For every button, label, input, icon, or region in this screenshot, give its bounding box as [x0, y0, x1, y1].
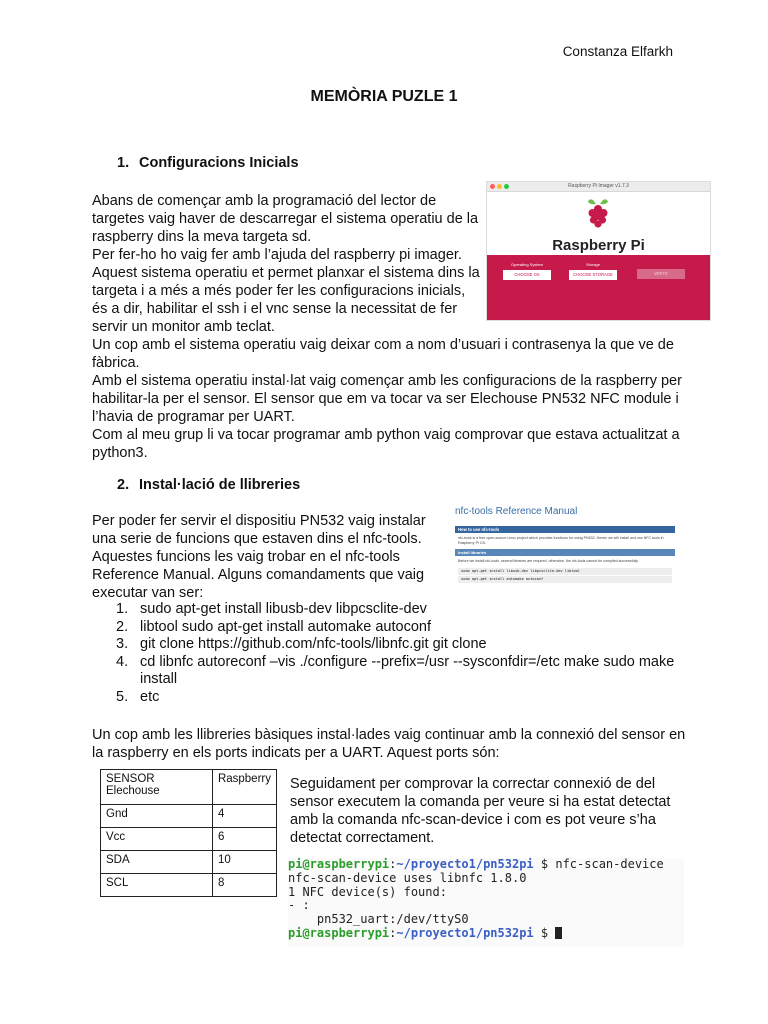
terminal-user: pi@raspberrypi	[288, 857, 390, 871]
storage-column	[569, 262, 617, 280]
section3-line: Seguidament per comprovar la correctar connexió de del	[290, 776, 656, 792]
terminal-user: pi@raspberrypi	[288, 925, 390, 940]
manual-text: Before we install nfc-tools, several libraries are required, otherwise, the nfc-tools cannot be compiled successfully.	[458, 559, 639, 563]
author-name: Constanza Elfarkh	[562, 44, 673, 59]
section3-line: amb la comanda nfc-scan-device i com es pot veure s’ha	[290, 812, 656, 828]
section2-number: 2.	[117, 477, 130, 493]
step-text: git clone https://github.com/nfc-tools/libnfc.git git clone	[140, 636, 487, 652]
table-header-row	[101, 770, 277, 805]
step-number: 3.	[116, 636, 129, 652]
table-cell: 8	[212, 874, 276, 897]
list-item	[92, 689, 692, 707]
list-item	[92, 636, 692, 654]
section1-line: fàbrica.	[92, 355, 140, 371]
step-text: cd libnfc autoreconf –vis ./configure --prefix=/usr --sysconfdir=/etc make sudo make	[140, 653, 675, 670]
terminal-command: nfc-scan-device	[555, 857, 664, 871]
section1-line: Un cop amb el sistema operatiu vaig deixar com a nom d’usuari i contrasenya la que ve de	[92, 337, 674, 353]
terminal-line: nfc-scan-device uses libnfc 1.8.0	[288, 870, 527, 885]
section3-line: sensor executem la comanda per veure si ha estat detectat	[290, 794, 671, 810]
table-row	[101, 874, 277, 897]
section1-line: targetes vaig haver de descarregar el sistema operatiu de la	[92, 211, 479, 227]
table-row	[101, 851, 277, 874]
section2-line: una serie de funcions que estaven dins el nfc-tools.	[92, 531, 422, 547]
section1-line: python3.	[92, 445, 148, 461]
step-number: 5.	[116, 688, 129, 705]
section1-line: és a dir, habilitar el ssh i el vnc sense la necessitat de fer	[92, 301, 458, 317]
table-row	[101, 805, 277, 828]
step-text-continued: install	[140, 671, 178, 687]
section2-line: executar van ser:	[92, 585, 204, 601]
section2-line: Per poder fer servir el dispositiu PN532 vaig instalar	[92, 513, 426, 529]
choose-storage-button[interactable]: CHOOSE STORAGE	[569, 270, 617, 280]
section1-line: Amb el sistema operatiu instal·lat vaig començar amb les configuracions de la raspberry per	[92, 373, 682, 389]
section1-line: Com al meu grup li va tocar programar amb python vaig comprovar que estava actualitzat a	[92, 427, 680, 443]
step-number: 2.	[116, 618, 129, 635]
raspberry-pi-imager-screenshot	[486, 181, 711, 321]
choose-os-button[interactable]: CHOOSE OS	[503, 270, 551, 280]
table-cell: SCL	[101, 874, 213, 897]
terminal-path: ~/proyecto1/pn532pi	[396, 925, 534, 940]
section3-line: detectat correctament.	[290, 830, 435, 846]
nfc-tools-manual-screenshot	[455, 506, 675, 602]
terminal-path: ~/proyecto1/pn532pi	[396, 857, 534, 871]
terminal-sep: :	[389, 857, 397, 871]
pin-table	[100, 769, 277, 897]
imager-titlebar	[487, 182, 710, 192]
step-number: 1.	[116, 601, 129, 617]
step-text: etc	[140, 688, 160, 705]
imager-header	[487, 192, 710, 255]
list-item	[92, 601, 692, 619]
section1-line: habilitar-la per el sensor. El sensor que em va tocar va ser Elechouse PN532 NFC module i	[92, 391, 679, 407]
table-cell: Gnd	[101, 805, 213, 828]
section2-line: Aquestes funcions les vaig trobar en el nfc-tools	[92, 549, 400, 565]
list-item	[92, 654, 692, 689]
imager-controls	[487, 255, 710, 320]
section1-line: servir un monitor amb teclat.	[92, 319, 275, 335]
terminal-cursor[interactable]	[555, 927, 562, 939]
terminal-prompt: $	[533, 857, 556, 871]
section2-line: Reference Manual. Alguns comandaments que vaig	[92, 567, 425, 583]
section2-after	[92, 726, 685, 762]
terminal-line	[288, 858, 684, 872]
section1-line: targeta i a més a més poder fer les configuracions inicials,	[92, 283, 466, 299]
terminal-line: pn532_uart:/dev/ttyS0	[288, 912, 469, 927]
section1-title: Configuracions Inicials	[139, 155, 299, 171]
step-text: libtool sudo apt-get install automake autoconf	[140, 618, 431, 635]
table-cell: SDA	[101, 851, 213, 874]
list-item	[92, 619, 692, 637]
manual-title: nfc-tools Reference Manual	[455, 506, 578, 517]
section1-heading	[117, 155, 299, 171]
section1-line: Abans de començar amb la programació del lector de	[92, 193, 437, 209]
storage-label: Storage	[585, 262, 600, 267]
table-cell: 4	[212, 805, 276, 828]
document-title: MEMÒRIA PUZLE 1	[310, 88, 458, 105]
manual-code: sudo apt-get install automake autoconf	[458, 576, 672, 583]
section2-heading	[117, 477, 300, 493]
write-column	[637, 269, 685, 279]
table-header-cell: SENSOR Elechouse	[101, 770, 213, 805]
section2-body	[92, 512, 426, 602]
section1-line: l’havia de programar per UART.	[92, 409, 295, 425]
terminal-line: - :	[288, 898, 310, 913]
table-cell: 6	[212, 828, 276, 851]
manual-text: nfc-tools is a free open-source Linux project which provides functions for using PN532. Herein we will install and use NFC tools in Raspberry Pi OS.	[458, 536, 664, 545]
section2-after-line: la raspberry en els ports indicats per a UART. Aquest ports són:	[92, 745, 500, 761]
table-cell: Vcc	[101, 828, 213, 851]
install-steps-list	[92, 601, 692, 706]
imager-brand: Raspberry Pi	[552, 237, 645, 254]
os-column	[503, 262, 551, 280]
manual-heading: How to use nfc-tools	[455, 526, 675, 533]
section2-title: Instal·lació de llibreries	[139, 477, 301, 493]
terminal-sep: :	[389, 925, 397, 940]
table-cell: 10	[212, 851, 276, 874]
manual-subheading: Install libraries	[455, 549, 675, 556]
terminal-prompt: $	[533, 925, 556, 940]
raspberry-logo-icon	[585, 196, 611, 230]
section1-number: 1.	[117, 155, 130, 171]
section3-body	[290, 775, 670, 847]
write-button[interactable]: WRITE	[637, 269, 685, 279]
terminal-line	[288, 927, 684, 941]
terminal-line: 1 NFC device(s) found:	[288, 884, 447, 899]
section1-line: Per fer-ho ho vaig fer amb l’ajuda del raspberry pi imager.	[92, 247, 462, 263]
step-text: sudo apt-get install libusb-dev libpcsclite-dev	[140, 601, 427, 617]
table-header-cell: Raspberry	[212, 770, 276, 805]
step-number: 4.	[116, 653, 129, 670]
imager-window-title: Raspberry Pi Imager v1.7.3	[568, 183, 629, 189]
section1-line: raspberry dins la meva targeta sd.	[92, 229, 312, 245]
table-row	[101, 828, 277, 851]
terminal-output	[288, 858, 684, 946]
os-label: Operating System	[510, 262, 543, 267]
manual-code: sudo apt-get install libusb-dev libpcsclite-dev libtool	[458, 568, 672, 575]
section1-line: Aquest sistema operatiu et permet planxar el sistema dins la	[92, 265, 480, 281]
section2-after-line: Un cop amb les llibreries bàsiques instal·lades vaig continuar amb la connexió del sensor en	[92, 727, 686, 743]
